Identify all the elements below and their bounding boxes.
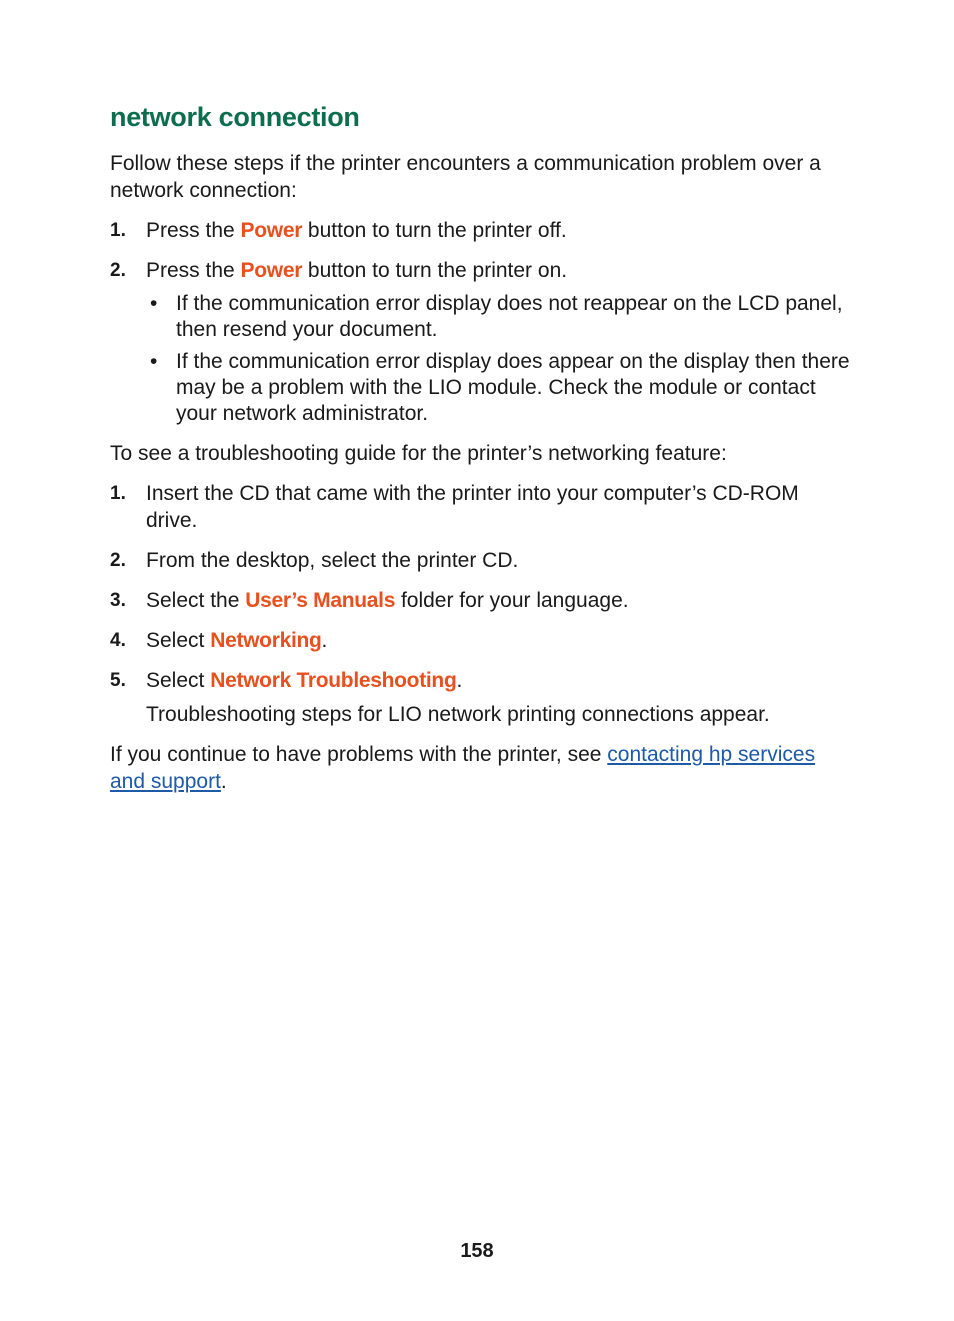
power-button-label: Power <box>240 259 303 282</box>
page-number: 158 <box>460 1240 494 1262</box>
step-number: 3. <box>110 590 126 611</box>
bullet-icon: • <box>150 350 158 373</box>
result-bullets <box>146 291 850 427</box>
list-item: 4. Select Networking. <box>110 629 328 652</box>
intro-paragraph: Follow these steps if the printer encounters a communication problem over a network connection: <box>110 152 821 202</box>
list-item: 2. Press the Power button to turn the printer on. • If the communication error display does not reappear on the LCD panel, then resend your document. • If the communication error display does appear on the display then there may be a problem with the LIO module. Check the module or contact your network administrator. <box>110 259 850 425</box>
list-item: 3. Select the User’s Manuals folder for your language. <box>110 589 629 612</box>
cd-steps-list <box>110 480 850 728</box>
step-number: 4. <box>110 630 126 651</box>
list-item: 1. Insert the CD that came with the printer into your computer’s CD-ROM drive. <box>110 482 799 532</box>
power-button-label: Power <box>240 219 303 242</box>
support-paragraph: If you continue to have problems with the printer, see contacting hp services and support. <box>110 743 816 793</box>
step-number: 2. <box>110 550 126 571</box>
step-number: 1. <box>110 483 126 504</box>
bullet-icon: • <box>150 292 158 315</box>
list-item: 1. Press the Power button to turn the printer off. <box>110 219 567 242</box>
step-number: 5. <box>110 670 126 691</box>
page-content <box>110 98 850 795</box>
network-troubleshooting-label: Network Troubleshooting <box>210 669 457 692</box>
step-number: 2. <box>110 260 126 281</box>
step-note: Troubleshooting steps for LIO network printing connections appear. <box>146 703 770 726</box>
bullet-item: • If the communication error display does appear on the display then there may be a problem with the LIO module. Check the module or contact your network administrator. <box>150 350 850 425</box>
users-manuals-label: User’s Manuals <box>245 589 396 612</box>
step-number: 1. <box>110 220 126 241</box>
list-item: 5. Select Network Troubleshooting. Troubleshooting steps for LIO network printing connections appear. <box>110 667 850 728</box>
networking-label: Networking <box>210 629 322 652</box>
list-item: 2. From the desktop, select the printer CD. <box>110 549 519 572</box>
page-title: network connection <box>110 102 360 132</box>
bullet-item: • If the communication error display does not reappear on the LCD panel, then resend your document. <box>150 292 843 341</box>
power-steps-list <box>110 217 850 427</box>
troubleshooting-lead: To see a troubleshooting guide for the printer’s networking feature: <box>110 442 727 465</box>
support-link[interactable]: contacting hp services and support <box>110 743 816 793</box>
